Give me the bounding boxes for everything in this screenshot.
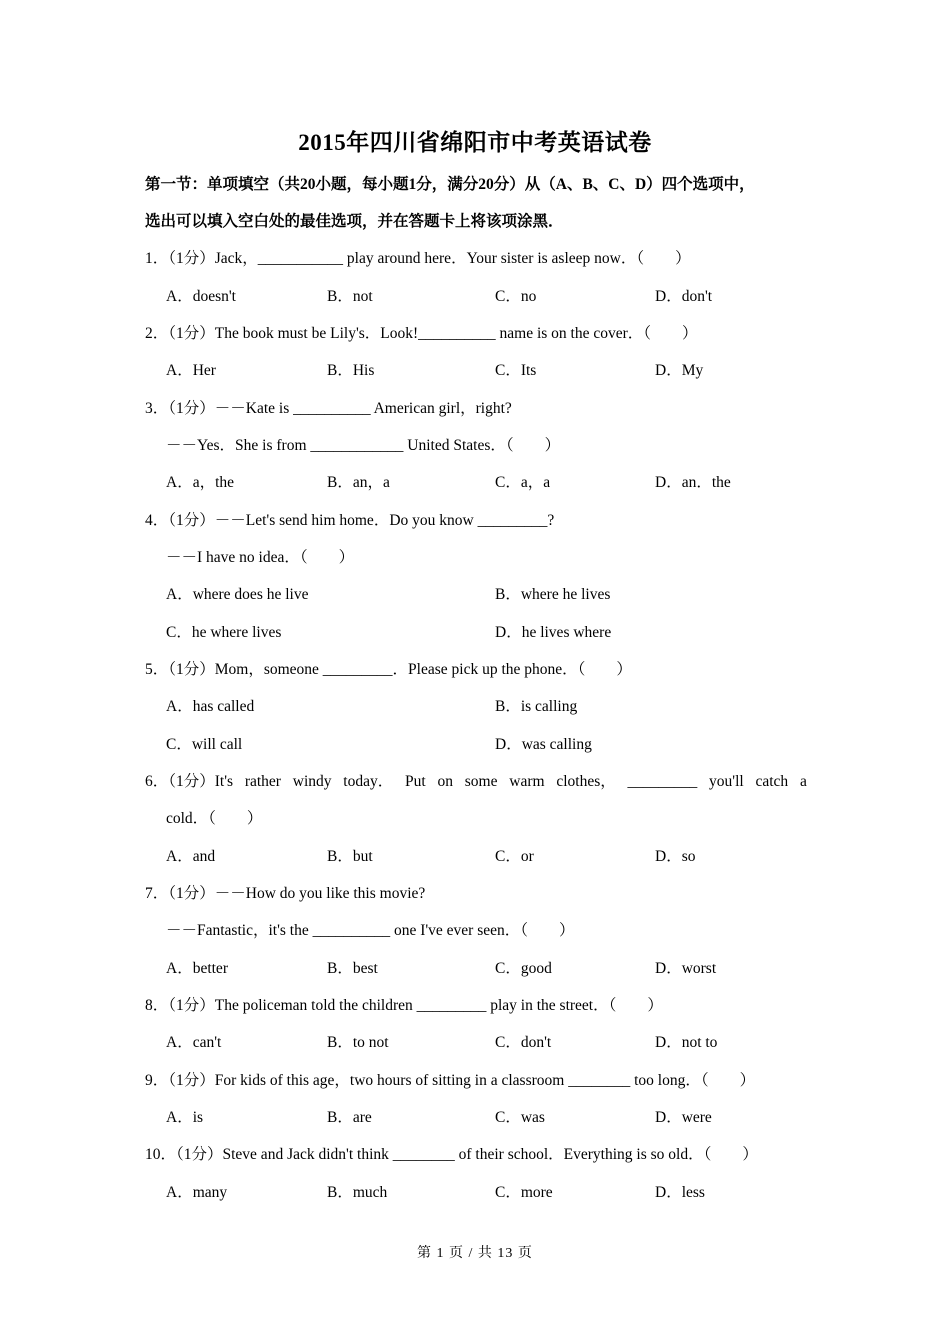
question-4-stem-line-2: －－I have no idea．（ ） [166, 549, 355, 566]
question-5-option-b[interactable]: B．is calling [495, 698, 578, 715]
question-2-option-b[interactable]: B．His [327, 362, 375, 379]
question-9-option-d[interactable]: D．were [655, 1109, 712, 1126]
instructions-line-1: 第一节：单项填空（共20小题，每小题1分，满分20分）从（A、B、C、D）四个选项中， [145, 176, 755, 193]
question-8-stem: 8．（1分）The policeman told the children _________ play in the street．（ ） [145, 997, 663, 1014]
question-8-option-a[interactable]: A．can't [166, 1034, 222, 1051]
question-5-option-c[interactable]: C．will call [166, 736, 243, 753]
question-2-stem: 2．（1分）The book must be Lily's．Look!__________ name is on the cover．（ ） [145, 325, 698, 342]
question-9-option-b[interactable]: B．are [327, 1109, 372, 1126]
question-2-option-d[interactable]: D．My [655, 362, 704, 379]
question-1-option-c[interactable]: C．no [495, 288, 537, 305]
question-10-stem: 10．（1分）Steve and Jack didn't think ________ of their school．Everything is so old．（ ） [145, 1146, 758, 1163]
question-2-option-c[interactable]: C．Its [495, 362, 537, 379]
stem-word: a [799, 773, 807, 790]
question-7-stem: 7．（1分）－－How do you like this movie? [145, 885, 426, 902]
question-1-option-b[interactable]: B．not [327, 288, 373, 305]
question-6-option-c[interactable]: C．or [495, 848, 534, 865]
question-10-option-a[interactable]: A．many [166, 1184, 228, 1201]
question-8-option-c[interactable]: C．don't [495, 1034, 552, 1051]
question-4-option-c[interactable]: C．he where lives [166, 624, 282, 641]
question-8-option-b[interactable]: B．to not [327, 1034, 389, 1051]
question-7-stem-line-2: －－Fantastic，it's the __________ one I've ever seen．（ ） [166, 922, 575, 939]
stem-word: warm [509, 773, 545, 790]
question-10-option-c[interactable]: C．more [495, 1184, 553, 1201]
question-3-stem-line-2: －－Yes．She is from ____________ United States．（ ） [166, 437, 561, 454]
question-3-option-a[interactable]: A．a，the [166, 474, 235, 491]
stem-word: you'll [709, 773, 744, 790]
stem-word: clothes， [556, 773, 616, 790]
question-4-option-d[interactable]: D．he lives where [495, 624, 612, 641]
question-9-option-a[interactable]: A．is [166, 1109, 204, 1126]
section-instructions [145, 166, 815, 240]
stem-word: catch [755, 773, 789, 790]
question-5-option-d[interactable]: D．was calling [495, 736, 592, 753]
stem-word: some [464, 773, 498, 790]
question-6-option-b[interactable]: B．but [327, 848, 373, 865]
stem-word: 6．（1分）It's [145, 773, 234, 790]
stem-word: Put [405, 773, 426, 790]
question-1-stem: 1．（1分）Jack，___________ play around here．Your sister is asleep now．（ ） [145, 250, 691, 267]
question-6-stem [145, 771, 807, 793]
question-3-option-b[interactable]: B．an，a [327, 474, 390, 491]
question-3-stem: 3．（1分）－－Kate is __________ American girl，right? [145, 400, 512, 417]
question-5-stem: 5．（1分）Mom，someone _________．Please pick up the phone．（ ） [145, 661, 632, 678]
question-10-option-b[interactable]: B．much [327, 1184, 388, 1201]
question-4-stem: 4．（1分）－－Let's send him home．Do you know _________? [145, 512, 555, 529]
question-1-option-a[interactable]: A．doesn't [166, 288, 236, 305]
question-10-option-d[interactable]: D．less [655, 1184, 705, 1201]
instructions-line-2: 选出可以填入空白处的最佳选项，并在答题卡上将该项涂黑． [145, 213, 564, 230]
question-6-option-a[interactable]: A．and [166, 848, 216, 865]
question-6-option-d[interactable]: D．so [655, 848, 696, 865]
question-5-option-a[interactable]: A．has called [166, 698, 255, 715]
stem-word: today． [343, 773, 394, 790]
question-1-option-d[interactable]: D．don't [655, 288, 713, 305]
question-4-option-b[interactable]: B．where he lives [495, 586, 611, 603]
question-7-option-d[interactable]: D．worst [655, 960, 717, 977]
question-7-option-a[interactable]: A．better [166, 960, 228, 977]
stem-word: on [437, 773, 453, 790]
question-9-stem: 9．（1分）For kids of this age，two hours of sitting in a classroom ________ too long．（ ） [145, 1072, 756, 1089]
question-7-option-c[interactable]: C．good [495, 960, 552, 977]
question-3-option-d[interactable]: D．an．the [655, 474, 731, 491]
page-indicator: 第 1 页 / 共 13 页 [417, 1246, 533, 1261]
question-7-option-b[interactable]: B．best [327, 960, 378, 977]
stem-word: windy [292, 773, 332, 790]
question-2-option-a[interactable]: A．Her [166, 362, 216, 379]
question-8-option-d[interactable]: D．not to [655, 1034, 718, 1051]
stem-word: _________ [627, 773, 698, 790]
question-9-option-c[interactable]: C．was [495, 1109, 545, 1126]
question-4-option-a[interactable]: A．where does he live [166, 586, 309, 603]
question-6-stem-line-2: cold．（ ） [166, 810, 263, 827]
stem-word: rather [244, 773, 281, 790]
page-title: 2015年四川省绵阳市中考英语试卷 [298, 130, 652, 155]
question-3-option-c[interactable]: C．a，a [495, 474, 551, 491]
